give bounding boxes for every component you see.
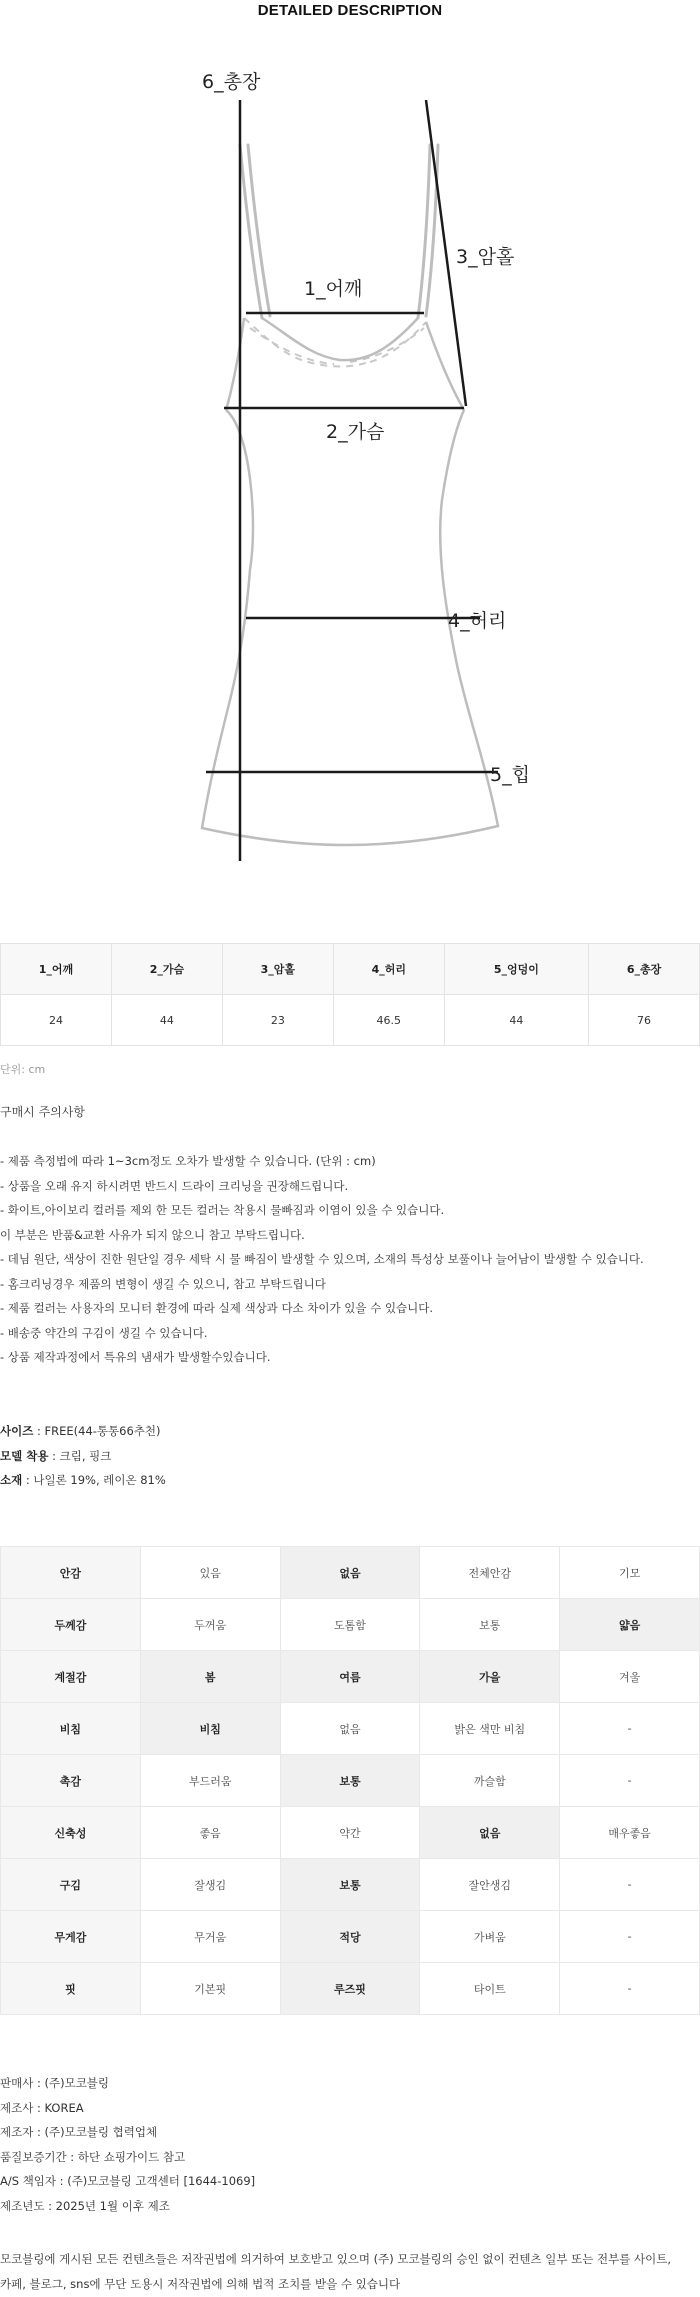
feel-option-cell: 보통 bbox=[280, 1755, 420, 1807]
feel-option-cell: 가벼움 bbox=[420, 1911, 560, 1963]
size-header-cell: 2_가슴 bbox=[111, 944, 222, 995]
spec-size-label: 사이즈 bbox=[0, 1424, 34, 1438]
feel-category-cell: 비침 bbox=[1, 1703, 141, 1755]
feel-option-cell: - bbox=[560, 1859, 700, 1911]
dress-neckline bbox=[262, 318, 418, 360]
size-header-cell: 3_암홀 bbox=[222, 944, 333, 995]
feel-option-cell: 좋음 bbox=[140, 1807, 280, 1859]
feel-option-cell: 보통 bbox=[420, 1599, 560, 1651]
feel-row bbox=[1, 1911, 700, 1963]
size-value-cell: 46.5 bbox=[333, 995, 444, 1046]
feel-row bbox=[1, 1859, 700, 1911]
fabric-feel-table bbox=[0, 1546, 700, 2015]
meta-as-contact: A/S 책임자 : (주)모코블링 고객센터 [1644-1069] bbox=[0, 2174, 256, 2188]
feel-option-cell: 비침 bbox=[140, 1703, 280, 1755]
feel-row bbox=[1, 1703, 700, 1755]
notice-item: - 제품 측정법에 따라 1~3cm정도 오차가 발생할 수 있습니다. (단위 : cm) bbox=[0, 1154, 376, 1168]
feel-option-cell: - bbox=[560, 1755, 700, 1807]
copyright-line: 모코블링에 게시된 모든 컨텐츠들은 저작권법에 의거하여 보호받고 있으며 (주) 모코블링의 승인 없이 컨텐츠 일부 또는 전부를 사이트, bbox=[0, 2252, 671, 2266]
armhole-label: 3_암홀 bbox=[456, 246, 515, 268]
feel-option-cell: 여름 bbox=[280, 1651, 420, 1703]
feel-option-cell: - bbox=[560, 1703, 700, 1755]
size-table bbox=[0, 943, 700, 1046]
feel-option-cell: 밝은 색만 비침 bbox=[420, 1703, 560, 1755]
unit-note: 단위: cm bbox=[0, 1063, 46, 1076]
copyright-line: 카페, 블로그, sns에 무단 도용시 저작권법에 의해 법적 조치를 받을 수 있습니다 bbox=[0, 2276, 401, 2291]
garment-measurement-diagram bbox=[180, 71, 530, 840]
spec-material bbox=[0, 1468, 166, 1493]
feel-option-cell: 무거움 bbox=[140, 1911, 280, 1963]
feel-option-cell: 없음 bbox=[280, 1547, 420, 1599]
feel-option-cell: 두꺼움 bbox=[140, 1599, 280, 1651]
feel-option-cell: 적당 bbox=[280, 1911, 420, 1963]
notice-item: - 데님 원단, 색상이 진한 원단일 경우 세탁 시 물 빠짐이 발생할 수 있으며, 소재의 특성상 보풀이나 늘어남이 발생할 수 있습니다. bbox=[0, 1252, 644, 1266]
feel-option-cell: 겨울 bbox=[560, 1651, 700, 1703]
feel-category-cell: 계절감 bbox=[1, 1651, 141, 1703]
size-value-cell: 44 bbox=[444, 995, 588, 1046]
feel-row bbox=[1, 1755, 700, 1807]
feel-option-cell: 잘생김 bbox=[140, 1859, 280, 1911]
feel-row bbox=[1, 1651, 700, 1703]
spec-size-value: : FREE(44-통통66추천) bbox=[33, 1424, 161, 1438]
feel-option-cell: 매우좋음 bbox=[560, 1807, 700, 1859]
feel-category-cell: 무게감 bbox=[1, 1911, 141, 1963]
feel-category-cell: 촉감 bbox=[1, 1755, 141, 1807]
feel-category-cell: 두께감 bbox=[1, 1599, 141, 1651]
feel-row bbox=[1, 1599, 700, 1651]
feel-row bbox=[1, 1807, 700, 1859]
feel-option-cell: 기모 bbox=[560, 1547, 700, 1599]
feel-option-cell: 보통 bbox=[280, 1859, 420, 1911]
notice-list bbox=[0, 1149, 700, 1370]
shoulder-label: 1_어깨 bbox=[304, 278, 363, 300]
feel-option-cell: 까슬함 bbox=[420, 1755, 560, 1807]
feel-option-cell: 있음 bbox=[140, 1547, 280, 1599]
hip-label: 5_힙 bbox=[490, 764, 530, 786]
size-header-cell: 6_총장 bbox=[589, 944, 700, 995]
feel-option-cell: 전체안감 bbox=[420, 1547, 560, 1599]
size-header-cell: 5_엉덩이 bbox=[444, 944, 588, 995]
size-header-cell: 4_허리 bbox=[333, 944, 444, 995]
feel-option-cell: 약간 bbox=[280, 1807, 420, 1859]
feel-category-cell: 구김 bbox=[1, 1859, 141, 1911]
waist-label: 4_허리 bbox=[448, 610, 507, 632]
meta-manufacturer: 제조자 : (주)모코블링 협력업체 bbox=[0, 2125, 158, 2139]
size-value-cell: 44 bbox=[111, 995, 222, 1046]
size-value-cell: 76 bbox=[589, 995, 700, 1046]
feel-option-cell: 기본핏 bbox=[140, 1963, 280, 2015]
feel-option-cell: 도톰함 bbox=[280, 1599, 420, 1651]
product-specs bbox=[0, 1419, 166, 1493]
copyright-notice bbox=[0, 2247, 700, 2296]
feel-option-cell: 없음 bbox=[280, 1703, 420, 1755]
size-table-header-row bbox=[1, 944, 700, 995]
size-table-value-row bbox=[1, 995, 700, 1046]
meta-country: 제조사 : KOREA bbox=[0, 2100, 84, 2115]
feel-option-cell: 부드러움 bbox=[140, 1755, 280, 1807]
notice-item: - 제품 컬러는 사용자의 모니터 환경에 따라 실제 색상과 다소 차이가 있을 수 있습니다. bbox=[0, 1301, 434, 1315]
spec-model-label: 모델 착용 bbox=[0, 1448, 49, 1463]
feel-option-cell: - bbox=[560, 1963, 700, 2015]
feel-option-cell: - bbox=[560, 1911, 700, 1963]
notice-item: - 배송중 약간의 구김이 생길 수 있습니다. bbox=[0, 1325, 208, 1340]
feel-option-cell: 없음 bbox=[420, 1807, 560, 1859]
spec-material-label: 소재 bbox=[0, 1473, 23, 1487]
feel-option-cell: 얇음 bbox=[560, 1599, 700, 1651]
notice-item: 이 부분은 반품&교환 사유가 되지 않으니 참고 부탁드립니다. bbox=[0, 1227, 305, 1242]
feel-option-cell: 루즈핏 bbox=[280, 1963, 420, 2015]
notice-title: 구매시 주의사항 bbox=[0, 1105, 85, 1119]
feel-option-cell: 봄 bbox=[140, 1651, 280, 1703]
spec-model bbox=[0, 1444, 166, 1469]
feel-category-cell: 안감 bbox=[1, 1547, 141, 1599]
feel-category-cell: 핏 bbox=[1, 1963, 141, 2015]
meta-manufacture-date: 제조년도 : 2025년 1월 이후 제조 bbox=[0, 2198, 170, 2213]
notice-item: - 화이트,아이보리 컬러를 제외 한 모든 컬러는 착용시 물빠짐과 이염이 있을 수 있습니다. bbox=[0, 1203, 445, 1217]
length-label: 6_총장 bbox=[202, 71, 261, 93]
feel-row bbox=[1, 1963, 700, 2015]
notice-item: - 상품을 오래 유지 하시려면 반드시 드라이 크리닝을 권장해드립니다. bbox=[0, 1178, 349, 1193]
spec-size bbox=[0, 1419, 166, 1444]
feel-option-cell: 가을 bbox=[420, 1651, 560, 1703]
feel-category-cell: 신축성 bbox=[1, 1807, 141, 1859]
notice-item: - 상품 제작과정에서 특유의 냄새가 발생할수있습니다. bbox=[0, 1350, 271, 1364]
feel-row bbox=[1, 1547, 700, 1599]
spec-model-value: : 크림, 핑크 bbox=[48, 1448, 112, 1463]
size-value-cell: 24 bbox=[1, 995, 112, 1046]
notice-item: - 홈크리닝경우 제품의 변형이 생길 수 있으니, 참고 부탁드립니다 bbox=[0, 1276, 326, 1291]
feel-option-cell: 타이트 bbox=[420, 1963, 560, 2015]
meta-seller: 판매사 : (주)모코블링 bbox=[0, 2076, 110, 2090]
product-meta bbox=[0, 2071, 255, 2218]
spec-material-value: : 나일론 19%, 레이온 81% bbox=[22, 1473, 166, 1487]
meta-warranty: 품질보증기간 : 하단 쇼핑가이드 참고 bbox=[0, 2149, 186, 2164]
size-value-cell: 23 bbox=[222, 995, 333, 1046]
feel-option-cell: 잘안생김 bbox=[420, 1859, 560, 1911]
page-title: DETAILED DESCRIPTION bbox=[257, 2, 443, 19]
chest-label: 2_가슴 bbox=[326, 421, 385, 443]
size-header-cell: 1_어깨 bbox=[1, 944, 112, 995]
